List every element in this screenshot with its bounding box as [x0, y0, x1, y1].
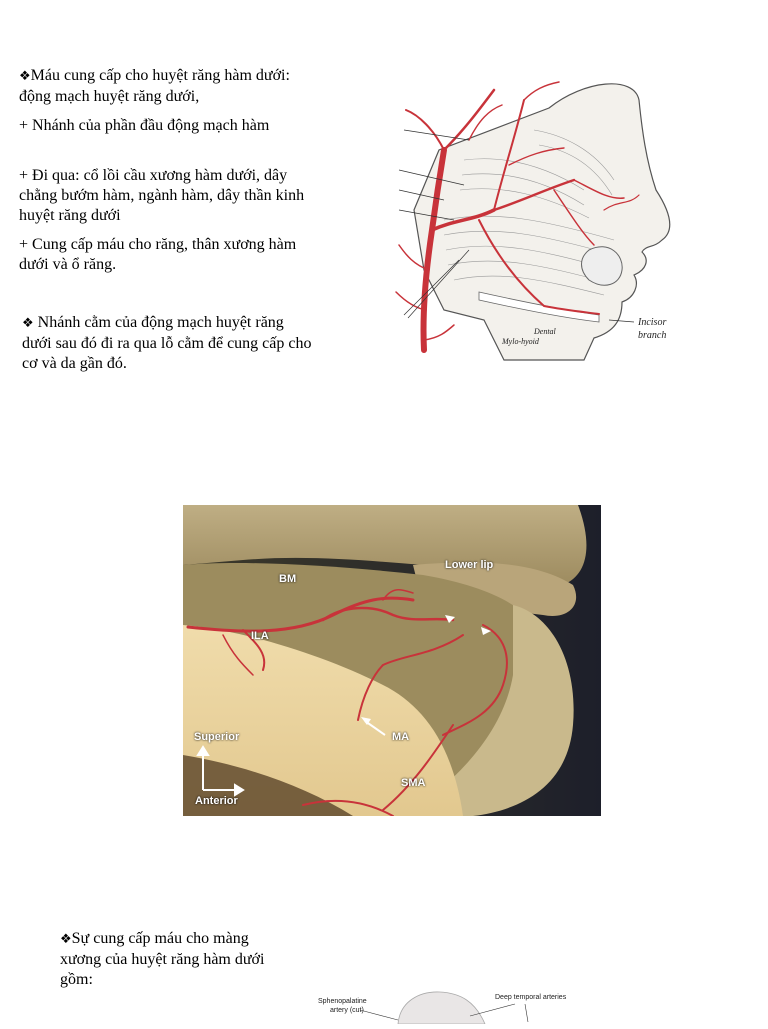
ila-label: ILA — [251, 630, 269, 642]
periosteum-artery-diagram — [300, 986, 600, 1024]
lower-lip-label: Lower lip — [445, 559, 494, 571]
section1-heading-block — [19, 66, 319, 107]
branch-label: branch — [638, 330, 667, 341]
section1-note: Nhánh cằm của động mạch huyệt răng dưới sau đó đi ra qua lỗ cằm để cung cấp cho cơ và da gần đó. — [22, 314, 312, 372]
deep-temporal-label: Deep temporal arteries — [495, 994, 567, 1001]
section2-heading-block — [60, 929, 285, 990]
bm-label: BM — [279, 573, 297, 585]
diamond-bullet-icon: ❖ — [19, 69, 31, 84]
sma-label: SMA — [401, 777, 426, 789]
section1-point-1: + Nhánh của phần đầu động mạch hàm — [19, 117, 270, 134]
sphenopalatine-label: Sphenopalatine — [318, 998, 367, 1005]
anterior-label: Anterior — [195, 795, 238, 807]
dissection-photo-drawing — [183, 505, 601, 816]
section2-heading: Sự cung cấp máu cho màng xương của huyệt răng hàm dưới gồm: — [60, 930, 265, 988]
diamond-bullet-icon: ❖ — [22, 316, 34, 331]
section1-heading: Máu cung cấp cho huyệt răng hàm dưới: động mạch huyệt răng dưới, — [19, 67, 290, 105]
mandible-artery-illustration — [384, 70, 684, 368]
ma-label: MA — [392, 731, 410, 743]
section1-note-block — [22, 313, 312, 374]
superior-label: Superior — [194, 731, 240, 743]
dental-label: Dental — [534, 327, 556, 336]
mylohyoid-label: Mylo-hyoid — [502, 337, 539, 346]
dissection-photo — [183, 505, 601, 816]
diamond-bullet-icon: ❖ — [60, 932, 72, 947]
section1-point-2: + Đi qua: cổ lồi cầu xương hàm dưới, dây chằng bướm hàm, ngành hàm, dây thần kinh huyệt răng dưới — [19, 167, 305, 224]
artery-cut-label: artery (cut) — [330, 1007, 364, 1014]
incisor-label: Incisor — [638, 317, 667, 328]
section1-point-3: + Cung cấp máu cho răng, thân xương hàm dưới và ổ răng. — [19, 236, 297, 273]
